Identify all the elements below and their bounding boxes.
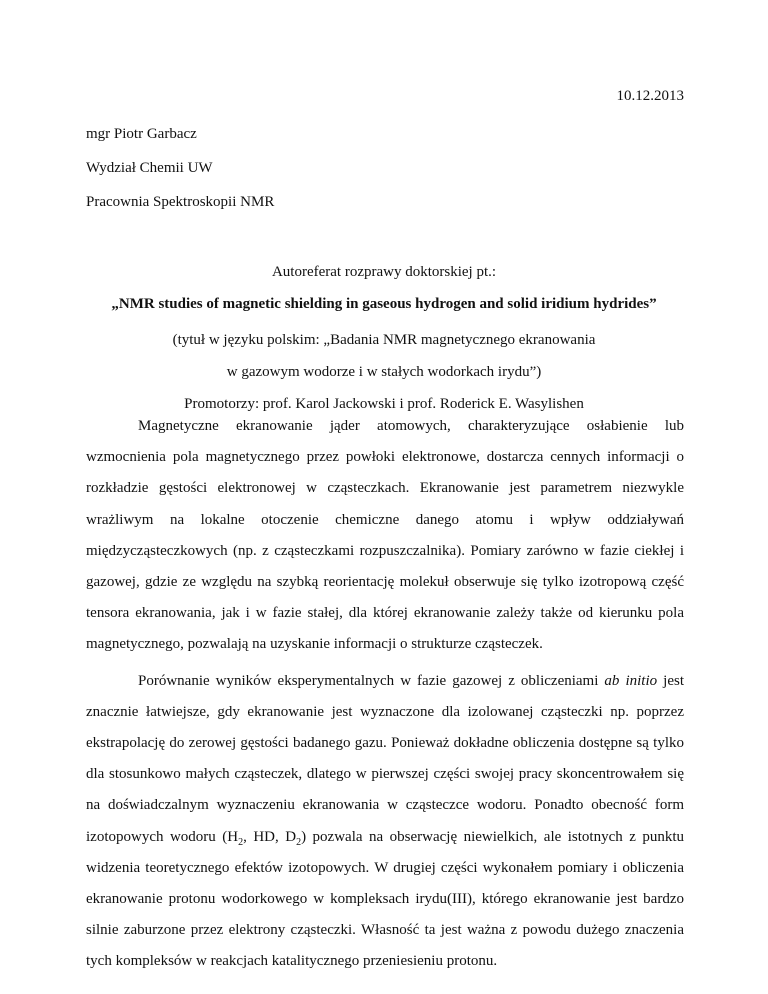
paragraph-2-part-b: jest znacznie łatwiejsze, gdy ekranowanie jest wyznaczone dla izolowanej cząsteczki np. poprzez ekstrapolację do zerowej gęstości badanego gazu. Ponieważ dokładne obliczenia dostępne są tylko dla stosunkowo małych cząsteczek, dlatego w pierwszej części swojej pracy skoncentrowałem się na doświadczalnym wyznaczeniu ekranowania w cząsteczce wodoru. Ponadto obecność form izotopowych wodoru (H — [86, 672, 684, 845]
promoters: Promotorzy: prof. Karol Jackowski i prof. Roderick E. Wasylishen — [184, 396, 584, 412]
paragraph-2 — [86, 666, 684, 978]
document-subtitle: Autoreferat rozprawy doktorskiej pt.: — [271, 264, 497, 280]
subscript-h2: 2 — [238, 836, 244, 848]
paragraph-2-part-d: ) pozwala na obserwację niewielkich, ale istotnych z punktu widzenia teoretycznego efektów izotopowych. W drugiej części wykonałem pomiary i obliczenia ekranowanie protonu wodorkowego w kompleksach irydu(III), którego ekranowanie jest bardzo silnie zaburzone przez elektrony cząsteczki. Własność ta jest ważna z powodu dużego znaczenia tych kompleksów w reakcjach katalitycznego przeniesieniu protonu. — [86, 828, 685, 970]
polish-title-line-1: (tytuł w języku polskim: „Badania NMR magnetycznego ekranowania — [172, 332, 596, 348]
author-block — [86, 124, 686, 226]
subscript-d2: 2 — [296, 836, 302, 848]
thesis-title: „NMR studies of magnetic shielding in gaseous hydrogen and solid iridium hydrides” — [111, 296, 657, 312]
paragraph-2-italic: ab initio — [604, 672, 658, 689]
title-block — [84, 262, 684, 426]
polish-title-line-2: w gazowym wodorze i w stałych wodorkach irydu”) — [226, 364, 542, 380]
paragraph-2-part-c: , HD, D — [243, 828, 297, 845]
paragraph-1: Magnetyczne ekranowanie jąder atomowych, charakteryzujące osłabienie lub wzmocnienia pola magnetycznego przez powłoki elektronowe, dostarcza cennych informacji o rozkładzie gęstości elektronowej w cząsteczkach. Ekranowanie jest parametrem niezwykle wrażliwym na lokalne otoczenie chemiczne danego atomu i wpływ oddziaływań międzycząsteczkowych (np. z cząsteczkami rozpuszczalnika). Pomiary zarówno w fazie ciekłej i gazowej, gdzie ze względu na szybką reorientację molekuł obserwuje się tylko izotropową część tensora ekranowania, jak i w fazie stałej, dla której ekranowanie zależy także od kierunku pola magnetycznego, pozwalają na uzyskanie informacji o strukturze cząsteczek. — [86, 418, 684, 653]
lab-name: Pracownia Spektroskopii NMR — [86, 194, 275, 210]
body-text — [86, 411, 684, 978]
author-name: mgr Piotr Garbacz — [86, 126, 197, 142]
document-date: 10.12.2013 — [616, 88, 684, 104]
paragraph-2-part-a: Porównanie wyników eksperymentalnych w fazie gazowej z obliczeniami — [138, 672, 605, 689]
faculty-name: Wydział Chemii UW — [86, 160, 213, 176]
